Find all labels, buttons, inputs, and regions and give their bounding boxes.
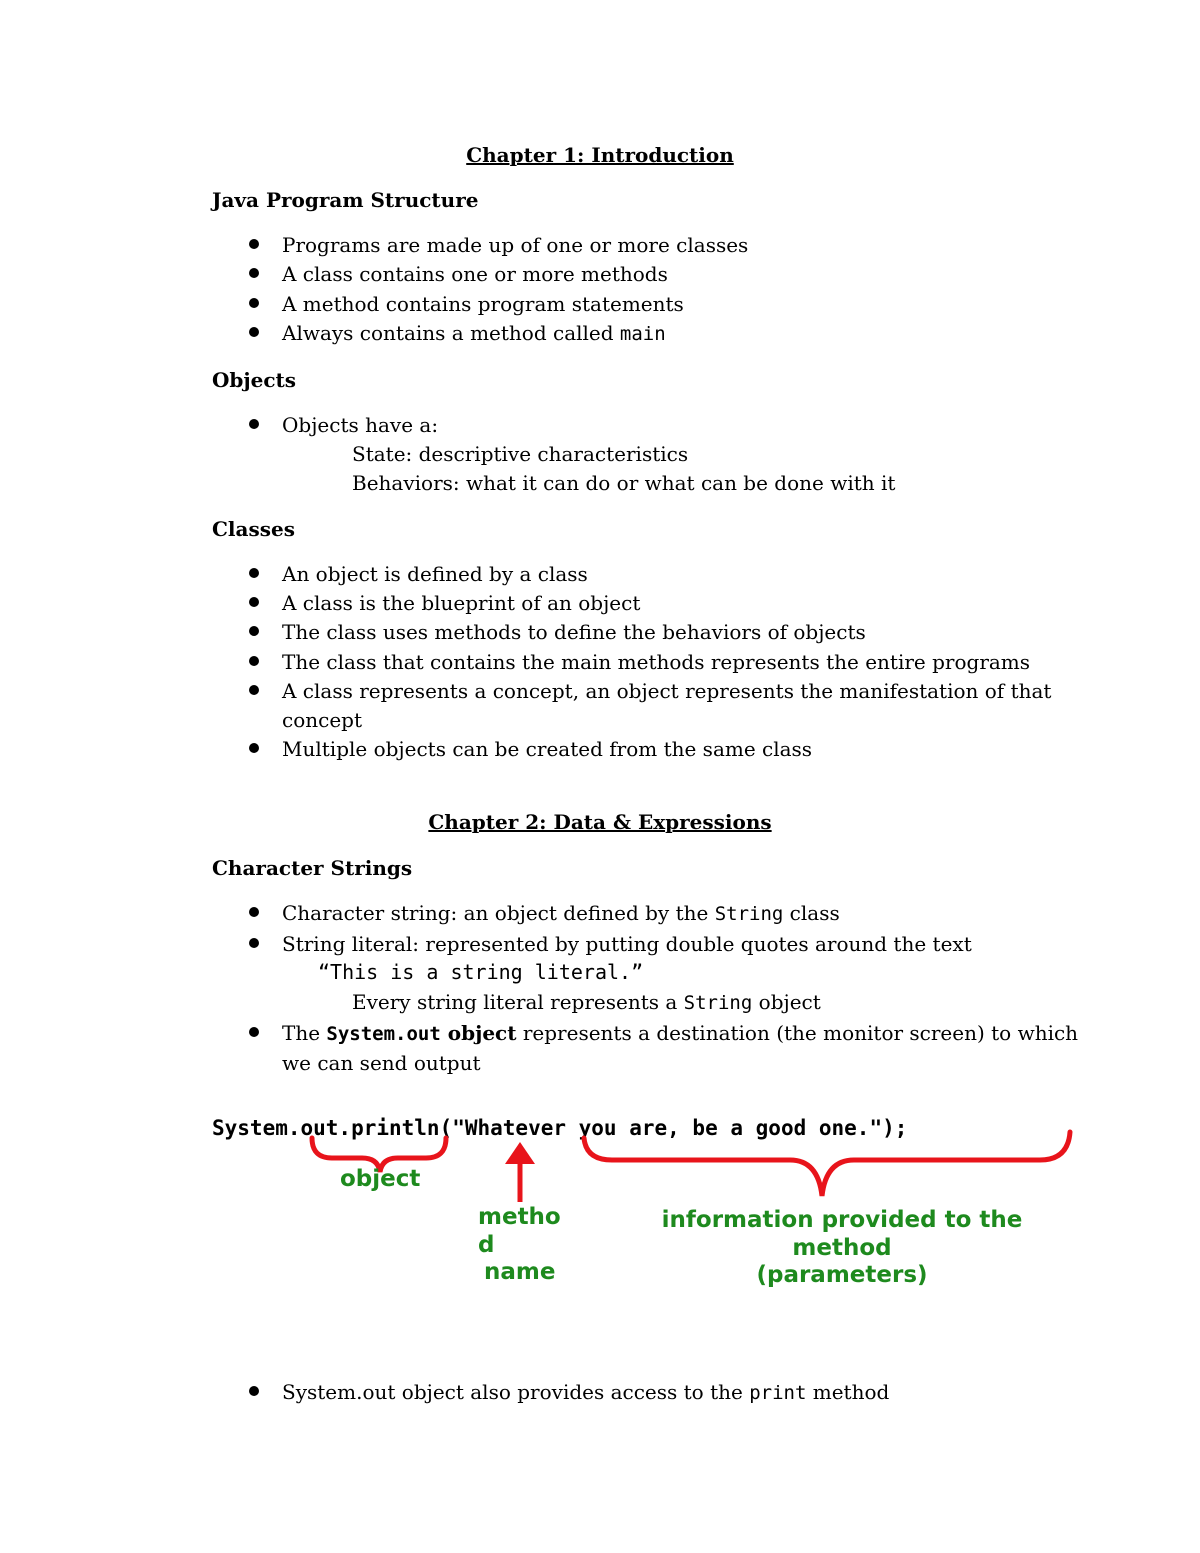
label-method-line-2: d: [478, 1232, 495, 1258]
chapter-1-title: Chapter 1: Introduction: [466, 143, 734, 167]
list-item: Programs are made up of one or more classes: [282, 233, 749, 257]
string-literal-example: “This is a string literal.”: [318, 960, 644, 984]
inline-code: main: [619, 323, 666, 345]
list-item: Objects have a:: [282, 413, 439, 437]
item-text: method: [806, 1380, 890, 1404]
item-text: The: [282, 1021, 327, 1045]
item-text: Character string: an object defined by the: [282, 901, 715, 925]
list-item: A class represents a concept, an object represents the manifestation of that: [282, 679, 1052, 703]
item-text: Every string literal represents a: [352, 990, 684, 1014]
list-item-continuation: concept: [282, 708, 362, 732]
inline-code: print: [749, 1382, 807, 1404]
bullet-icon: [249, 1386, 259, 1396]
label-parameters-line-3: (parameters): [756, 1262, 928, 1288]
list-item: The class that contains the main methods represents the entire programs: [282, 650, 1031, 674]
list-item-continuation: we can send output: [282, 1051, 481, 1075]
label-method-line-1: metho: [478, 1204, 561, 1230]
section-heading-classes: Classes: [212, 517, 295, 541]
item-text: class: [783, 901, 840, 925]
list-item: String literal: represented by putting double quotes around the text: [282, 932, 972, 956]
section-heading-strings: Character Strings: [212, 856, 413, 880]
item-text: object: [752, 990, 821, 1014]
label-parameters-line-1: information provided to the: [661, 1207, 1023, 1233]
list-item: Multiple objects can be created from the same class: [282, 737, 813, 761]
code-statement: System.out.println("Whatever you are, be a good one.");: [212, 1116, 908, 1140]
section-heading-objects: Objects: [212, 368, 297, 392]
list-item: [282, 1380, 889, 1404]
item-text: System.out object also provides access to the: [282, 1380, 750, 1404]
chapter-2-title: Chapter 2: Data & Expressions: [428, 810, 772, 834]
list-item: A class contains one or more methods: [282, 262, 668, 286]
method-arrow-head-icon: [505, 1142, 535, 1164]
item-bold-text: object: [440, 1021, 517, 1045]
item-text: represents a destination (the monitor screen) to which: [516, 1021, 1079, 1045]
inline-code: System.out: [326, 1023, 441, 1045]
label-object: object: [340, 1166, 421, 1192]
inline-code: String: [683, 992, 753, 1014]
label-parameters-line-2: method: [792, 1235, 892, 1261]
label-method-line-3: name: [484, 1259, 556, 1285]
inline-code: String: [714, 903, 784, 925]
list-item: The class uses methods to define the behaviors of objects: [282, 620, 866, 644]
list-item: A method contains program statements: [282, 292, 684, 316]
object-behaviors-line: Behaviors: what it can do or what can be done with it: [352, 471, 896, 495]
parameters-brace: [584, 1132, 1070, 1196]
list-item: A class is the blueprint of an object: [282, 591, 641, 615]
object-state-line: State: descriptive characteristics: [352, 442, 689, 466]
section-heading-structure: Java Program Structure: [212, 188, 479, 212]
list-item: An object is defined by a class: [282, 562, 588, 586]
item-text: Always contains a method called: [282, 321, 620, 345]
